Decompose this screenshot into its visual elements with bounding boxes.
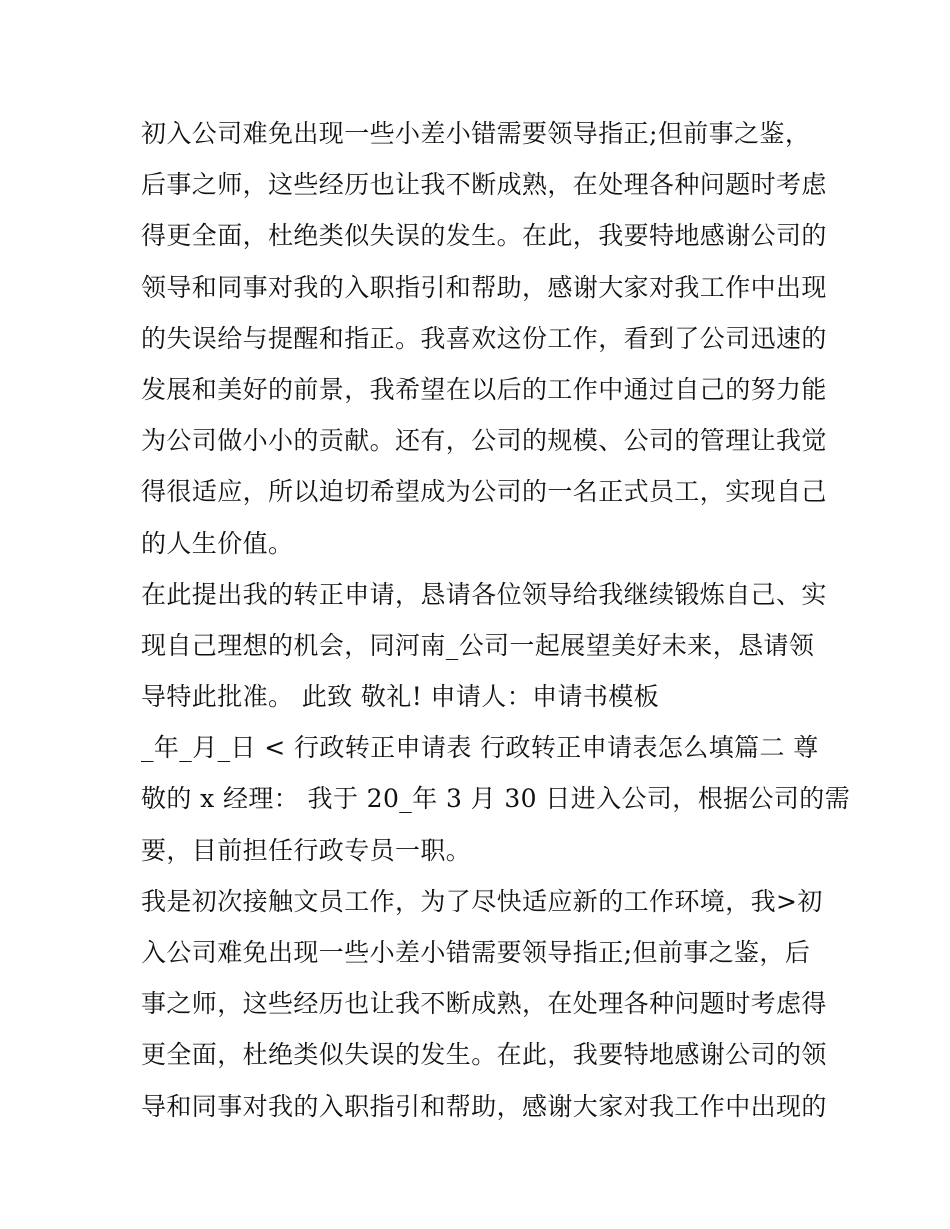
text-line: 的失误给与提醒和指正。我喜欢这份工作，看到了公司迅速的 xyxy=(141,323,827,353)
text-line: 发展和美好的前景，我希望在以后的工作中通过自己的努力能 xyxy=(141,374,827,404)
text-line: 在此提出我的转正申请，恳请各位领导给我继续锻炼自己、实 xyxy=(141,579,827,609)
text-line: 事之师，这些经历也让我不断成熟，在处理各种问题时考虑得 xyxy=(141,989,827,1019)
text-line: 初入公司难免出现一些小差小错需要领导指正;但前事之鉴， xyxy=(141,119,811,148)
text-line: 敬的 x 经理： 我于 20_年 3 月 30 日进入公司，根据公司的需 xyxy=(141,784,851,814)
text-line: 得更全面，杜绝类似失误的发生。在此，我要特地感谢公司的 xyxy=(141,221,827,251)
text-line: 更全面，杜绝类似失误的发生。在此，我要特地感谢公司的领 xyxy=(141,1040,827,1070)
text-line: 要，目前担任行政专员一职。 xyxy=(141,835,472,865)
text-line: 导和同事对我的入职指引和帮助，感谢大家对我工作中出现的 xyxy=(141,1091,827,1121)
text-line: 领导和同事对我的入职指引和帮助，感谢大家对我工作中出现 xyxy=(141,272,827,302)
text-line: 为公司做小小的贡献。还有，公司的规模、公司的管理让我觉 xyxy=(141,426,827,456)
document-body xyxy=(141,108,851,1132)
text-line: 导特此批准。 此致 敬礼! 申请人：申请书模板 xyxy=(141,682,660,712)
text-line: 得很适应，所以迫切希望成为公司的一名正式员工，实现自己 xyxy=(141,477,827,507)
text-line: 入公司难免出现一些小差小错需要领导指正;但前事之鉴，后 xyxy=(141,938,811,967)
text-line: 现自己理想的机会，同河南_公司一起展望美好未来，恳请领 xyxy=(141,630,815,660)
text-line: 我是初次接触文员工作，为了尽快适应新的工作环境，我>初 xyxy=(141,886,823,916)
text-line: _年_月_日 < 行政转正申请表 行政转正申请表怎么填篇二 尊 xyxy=(141,733,819,763)
text-line: 的人生价值。 xyxy=(141,528,294,558)
text-line: 后事之师，这些经历也让我不断成熟，在处理各种问题时考虑 xyxy=(141,170,827,200)
